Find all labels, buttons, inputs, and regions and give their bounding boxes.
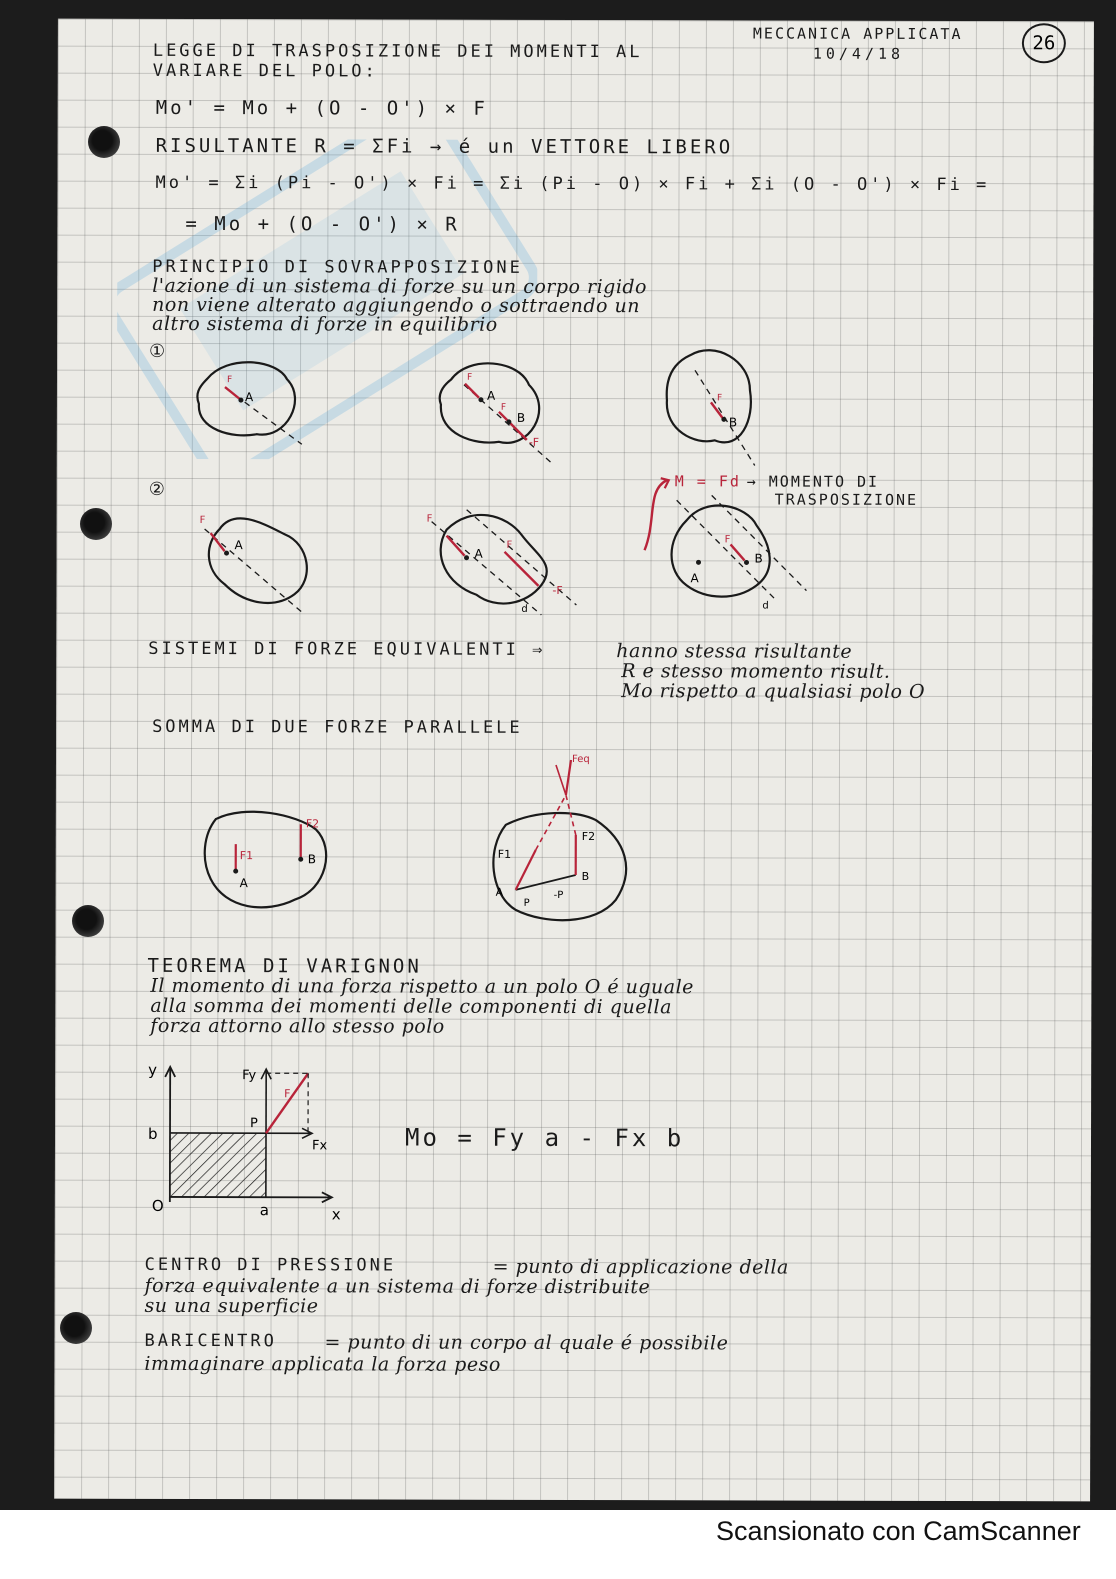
body-diagram-2b [416,500,586,620]
label-F2: F2 [305,817,320,831]
label-Feq: Feq [571,753,590,766]
barycenter-line2: immaginare applicata la forza peso [144,1352,501,1376]
case2-label: ② [148,478,167,500]
scanner-footer: Scansionato con CamScanner [716,1516,1081,1546]
pressure-center-term: CENTRO DI PRESSIONE [144,1254,397,1276]
axis-x-label: x [331,1205,341,1224]
label-F: F [716,393,723,404]
body-diagram-1c [655,340,775,460]
binder-hole [80,508,112,540]
pressure-center-line3: su una superficie [144,1294,319,1318]
superposition-line3: altro sistema di forze in equilibrio [152,312,498,336]
equivalent-line3: Mo rispetto a qualsiasi polo O [621,680,926,703]
label-d: d [762,600,769,612]
label-F: F [500,402,507,413]
varignon-formula: Mo = Fy a - Fx b [404,1123,685,1153]
label-B: B [754,551,763,566]
label-Fy: Fy [242,1068,257,1084]
transposition-title-line2: VARIARE DEL POLO: [152,60,378,82]
varignon-line1: Il momento di una forza rispetto a un polo O é uguale [150,974,694,999]
superposition-line1: l'azione di un sistema di forze su un corpo rigido [152,274,648,299]
label-F2: F2 [581,830,596,844]
page-number-badge [1022,23,1066,63]
label-A: A [495,885,504,899]
label-B: B [307,852,316,867]
varignon-line3: forza attorno allo stesso polo [150,1014,445,1038]
moment-name-line1: → MOMENTO DI [746,472,880,491]
derivation-line1: Mo' = Σi (Pi - O') × Fi = Σi (Pi - O) × Fi + Σi (O - O') × Fi = [155,172,990,196]
transposition-formula: Mo' = Mo + (O - O') × F [155,96,488,120]
label-neg-P: -P [553,889,564,901]
barycenter-term: BARICENTRO [144,1330,277,1352]
varignon-diagram [140,1057,360,1224]
label-P: P [523,897,530,909]
label-b: b [147,1124,158,1143]
binder-hole [88,126,120,158]
label-F: F [284,1087,291,1101]
body-diagram-1a [187,349,317,459]
equivalent-title: SISTEMI DI FORZE EQUIVALENTI ⇒ [148,638,546,660]
moment-formula: M = Fd [674,472,741,491]
moment-name-line2: TRASPOSIZIONE [774,490,919,509]
label-B: B [728,415,738,430]
note-date: 10/4/18 [812,44,905,63]
equivalent-line2: R e stesso momento risult. [621,660,891,683]
label-A: A [486,388,496,403]
label-F: F [466,372,473,383]
label-A: A [474,546,483,561]
label-A: A [244,390,254,405]
parallel-forces-diagram-1 [196,799,346,919]
label-A: A [239,876,248,891]
label-A: A [234,538,243,553]
label-F: F [226,375,233,386]
label-F: F [199,515,206,527]
varignon-line2: alla somma dei momenti delle componenti di quella [150,994,672,1019]
axis-y-label: y [148,1060,158,1079]
body-diagram-1b [429,350,589,470]
page-number: 26 [1032,32,1056,55]
label-neg-F: -F [552,583,563,597]
transposition-title-line1: LEGGE DI TRASPOSIZIONE DEI MOMENTI AL [152,40,643,63]
binder-hole [60,1312,92,1344]
label-B: B [516,410,526,425]
binder-hole [72,905,104,937]
derivation-line2: = Mo + (O - O') × R [185,212,460,236]
label-a: a [259,1201,270,1220]
label-Fx: Fx [311,1138,328,1154]
pressure-center-line2: forza equivalente a un sistema di forze distribuite [144,1274,651,1299]
parallel-title: SOMMA DI DUE FORZE PARALLELE [152,716,523,738]
label-F: F [506,539,513,551]
course-title: MECCANICA APPLICATA [752,24,963,44]
label-F: F [724,534,731,546]
origin-label: O [151,1196,164,1215]
superposition-line2: non viene alterato aggiungendo o sottraendo un [152,293,640,318]
equivalent-line1: hanno stessa risultante [616,640,853,663]
label-B: B [581,870,590,884]
label-neg-F: -F [528,435,540,449]
label-P: P [250,1116,258,1132]
label-A: A [690,571,699,586]
notebook-page [54,19,1094,1502]
superposition-title: PRINCIPIO DI SOVRAPPOSIZIONE [152,256,523,278]
label-F1: F1 [497,847,512,861]
label-F1: F1 [239,849,254,863]
label-F: F [426,513,433,525]
label-d: d [521,603,528,615]
pressure-center-line1: = punto di applicazione della [492,1255,789,1279]
body-diagram-2a [194,509,334,619]
varignon-title: TEOREMA DI VARIGNON [147,954,422,978]
barycenter-line1: = punto di un corpo al quale é possibile [324,1331,729,1355]
parallel-forces-diagram-2 [476,740,636,930]
case1-label: ① [149,340,168,362]
resultant-definition: RISULTANTE R = ΣFi → é un VETTORE LIBERO [155,134,734,159]
